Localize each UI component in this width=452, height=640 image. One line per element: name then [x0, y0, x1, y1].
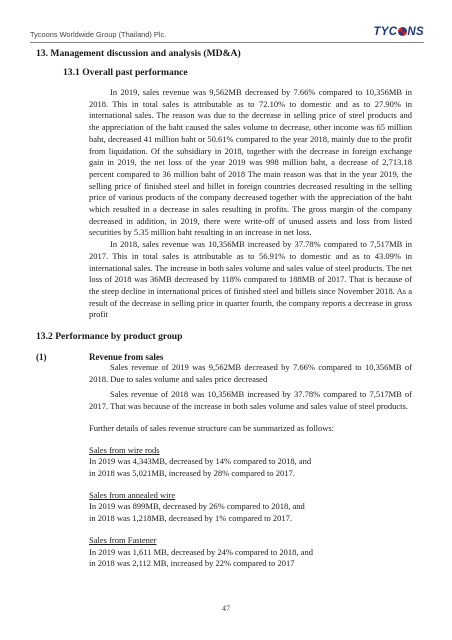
group-annealed-wire	[89, 490, 412, 525]
logo-text-right: NS	[407, 26, 424, 38]
summary-line: Further details of sales revenue structure can be summarized as follows:	[89, 422, 335, 433]
page-number: 47	[222, 604, 230, 613]
group-line-1: In 2019 was 899MB, decreased by 26% compared to 2018, and	[89, 501, 305, 512]
logo-text-left: TYC	[373, 26, 398, 38]
group-title: Sales from annealed wire	[89, 489, 176, 500]
revenue-2019: Sales revenue of 2019 was 9,562MB decreased by 7.66% compared to 10,356MB of 2018. Due to sales volume and sales price decreased	[89, 362, 412, 384]
company-name: Tycoons Worldwide Group (Thailand) Plc.	[30, 30, 167, 39]
subsection-title-overall: 13.1 Overall past performance	[63, 67, 188, 78]
subsection-title-product: 13.2 Performance by product group	[36, 331, 183, 343]
group-title: Sales from Fastener	[89, 534, 157, 545]
document-body	[36, 48, 412, 570]
logo-globe-icon	[398, 27, 407, 36]
revenue-2018: Sales revenue of 2018 was 10,356MB increased by 37.78% compared to 7,517MB of 2017. That was because of the increase in both sales volume and sales value of steel products.	[89, 389, 412, 412]
revenue-heading	[36, 352, 412, 362]
section-title: 13. Management discussion and analysis (MD&A)	[36, 48, 241, 59]
group-line-2: in 2018 was 5,021MB, increased by 28% compared to 2017.	[89, 467, 295, 478]
group-wire-rods	[89, 445, 412, 480]
paragraph-2019: In 2019, sales revenue was 9,562MB decreased by 7.66% compared to 10,356MB in 2018. This in total sales is attributable as to 72.10% to domestic and as to 27.90% in international sales. The reason was due to the decrease in selling price of steel products and the appreciation of the baht caused the sales volume to decrease, other income was 65 million baht, decreased 41 million baht or 50.61% compared to the year 2018, mainly due to the profit from liquidation. Of the subsidiary in 2018, together with the decrease in foreign exchange gain in 2019, the net loss of the year 2019 was 998 million baht, a decrease of 2,713.18 percent compared to 36 million baht of 2018 The main reason was that in the year 2019, the selling price of finished steel and billet in foreign countries decreased resulting in the selling price of various products of the company decreased together with the appreciation of the baht which resulted in a decrease in sales resulting in profits. The gross margin of the company decreased in addition, in 2019, there were write-off of unused assets and loss from listed securities by 5.35 million baht resulting in an increase in net loss.	[89, 87, 412, 238]
page-header	[30, 26, 424, 46]
group-line-2: in 2018 was 1,218MB, decreased by 1% compared to 2017.	[89, 513, 293, 524]
group-line-1: In 2019 was 1,611 MB, decreased by 24% compared to 2018, and	[89, 546, 313, 557]
revenue-text	[89, 362, 412, 570]
item-title: Revenue from sales	[89, 352, 164, 363]
item-number: (1)	[36, 352, 47, 363]
group-fastener	[89, 535, 412, 570]
overall-performance-text	[89, 87, 412, 321]
paragraph-2018: In 2018, sales revenue was 10,356MB increased by 37.78% compared to 7,517MB in 2017. This in total sales is attributable as to 56.91% to domestic and as to 43.09% in international sales. The increase in both sales volume and sales value of steel products. The net loss of 2018 was 36MB decreased by 118% compared to 188MB of 2017. That is because of the steep decline in international prices of finished steel and billets since November 2018. As a result of the decrease in selling price in quarter fourth, the company reports a decrease in gross profit	[89, 239, 412, 320]
company-logo	[374, 26, 424, 38]
header-divider	[30, 42, 424, 43]
group-line-2: in 2018 was 2,112 MB, increased by 22% compared to 2017	[89, 558, 295, 569]
group-line-1: In 2019 was 4,343MB, decreased by 14% compared to 2018, and	[89, 456, 312, 467]
group-title: Sales from wire rods	[89, 444, 160, 455]
